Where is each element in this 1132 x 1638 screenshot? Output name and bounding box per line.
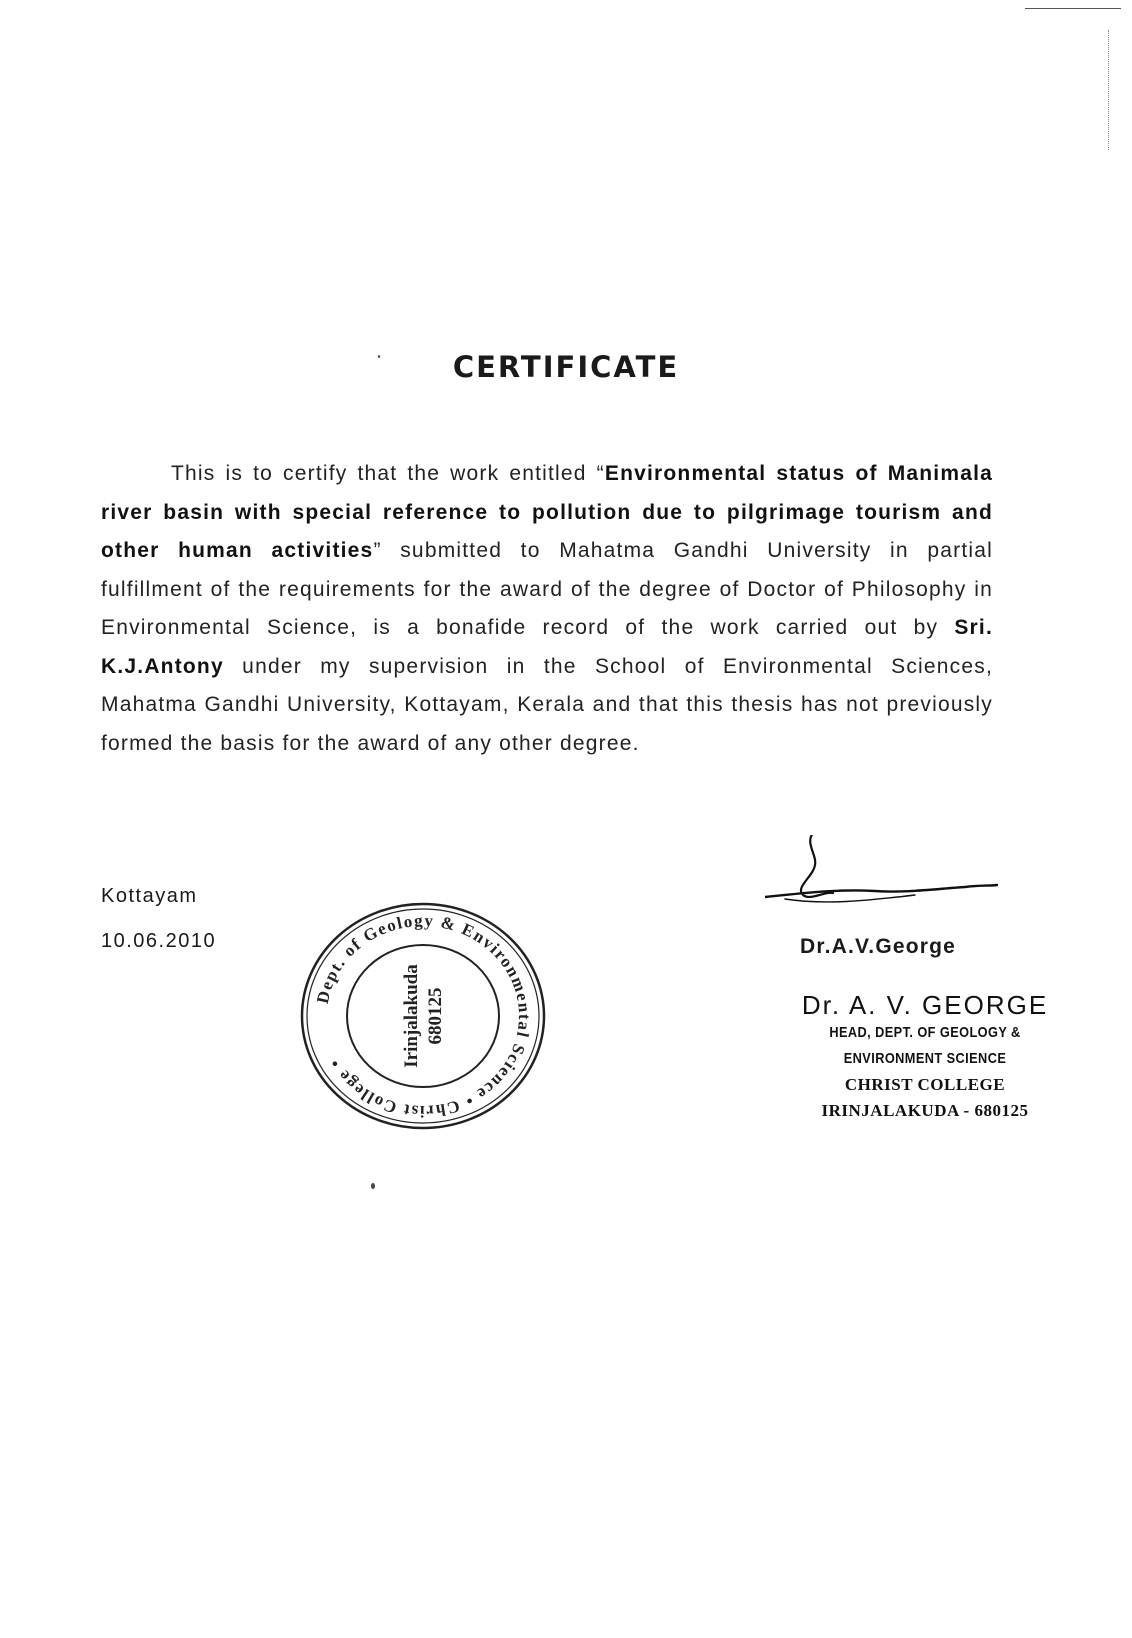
seal-inner-ring bbox=[347, 945, 499, 1087]
scan-speck bbox=[378, 355, 380, 358]
stamp-designation-line: HEAD, DEPT. OF GEOLOGY & bbox=[829, 1024, 1021, 1041]
stamp-department-line: ENVIRONMENT SCIENCE bbox=[843, 1050, 1007, 1067]
handwritten-signature bbox=[765, 835, 1000, 915]
department-seal bbox=[298, 900, 548, 1132]
official-name-stamp bbox=[775, 990, 1075, 1124]
place-label: Kottayam bbox=[101, 885, 198, 907]
signature-stroke-loop bbox=[801, 835, 833, 897]
seal-outer-ring bbox=[302, 904, 544, 1128]
body-text-segment: This is to certify that the work entitled “ bbox=[171, 462, 605, 485]
scan-speck bbox=[371, 1183, 375, 1189]
seal-outer-text: Dept. of Geology & Environmental Science • Christ College • bbox=[312, 910, 535, 1122]
signature-stroke-line bbox=[765, 885, 997, 897]
seal-inner-town: Irinjalakuda bbox=[401, 964, 422, 1068]
seal-inner-pincode: 680125 bbox=[425, 987, 446, 1045]
body-text-bold: Sri. K.J.Antony bbox=[101, 616, 993, 678]
page-title: CERTIFICATE bbox=[452, 350, 680, 384]
scan-edge-line bbox=[1025, 8, 1121, 9]
body-text-segment: under my supervision in the School of Environmental Sciences, Mahatma Gandhi University, Kottayam, Kerala and that this thesis has not previously formed the basis for the award of any other degree. bbox=[101, 654, 993, 755]
stamp-name-line: Dr. A. V. GEORGE bbox=[801, 990, 1049, 1020]
stamp-address-line: IRINJALAKUDA - 680125 bbox=[821, 1101, 1029, 1120]
seal-outer-ring-thin bbox=[307, 909, 539, 1123]
date-label: 10.06.2010 bbox=[101, 930, 217, 952]
signatory-name: Dr.A.V.George bbox=[800, 935, 957, 958]
body-text-segment: ” submitted to Mahatma Gandhi University in partial fulfillment of the requirements for the award of the degree of Doctor of Philosophy in Environmental Science, is a bonafide record of the work carried out by bbox=[101, 539, 993, 639]
scan-edge-mark bbox=[1108, 30, 1109, 150]
certificate-body bbox=[101, 455, 993, 763]
body-text-bold: Environmental status of Manimala river basin with special reference to pollution due to pilgrimage tourism and other human activities bbox=[101, 462, 993, 562]
stamp-college-line: CHRIST COLLEGE bbox=[844, 1075, 1006, 1094]
